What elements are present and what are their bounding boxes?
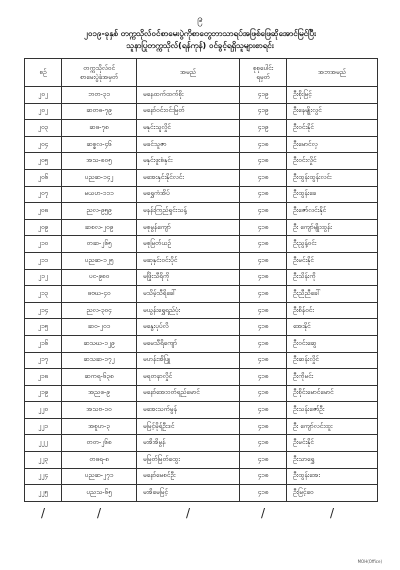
table-row bbox=[25, 236, 378, 253]
cell-no: ၂၂၃ bbox=[25, 452, 62, 469]
cell-score: ၄၁၈ bbox=[240, 468, 287, 485]
page-number: ၉ bbox=[197, 14, 203, 25]
cell-no: ၂၂၅ bbox=[25, 485, 62, 502]
cell-father-name: ဦး ကျော်မျိုးထွန်း bbox=[287, 219, 378, 236]
cell-no: ၂၀၂ bbox=[25, 103, 62, 120]
cell-score: ၄၁၈ bbox=[240, 136, 287, 153]
cell-score: ၄၁၈ bbox=[240, 402, 287, 419]
cell-name: မနွေးပုပ်လိ bbox=[137, 319, 240, 336]
cell-father-name: ဦးထွန်းခေ bbox=[287, 186, 378, 203]
cell-roll-number: ဆကရ-၆၃၈ bbox=[62, 369, 137, 386]
cell-roll-number: ဆတဓ-၇၉ bbox=[62, 103, 137, 120]
cell-no: ၂၁၂ bbox=[25, 269, 62, 286]
cell-roll-number: ညလ-၉၅၉ bbox=[62, 203, 137, 220]
cell-roll-number: ပညဆ-၂၇၁ bbox=[62, 468, 137, 485]
cell-no: ၂၀၅ bbox=[25, 153, 62, 170]
table-row bbox=[25, 219, 378, 236]
cell-no: ၂၁၃ bbox=[25, 286, 62, 303]
header-father-name: အဘအမည် bbox=[287, 59, 378, 87]
cell-father-name: ဦးမင်းနိုင် bbox=[287, 252, 378, 269]
cell-name: မအေးနှင်းနိုင်လင်း bbox=[137, 169, 240, 186]
cell-roll-number: ဆစလ-၂၀၉ bbox=[62, 219, 137, 236]
cell-father-name: ဦးညီညီခေါ် bbox=[287, 286, 378, 303]
table-row bbox=[25, 136, 378, 153]
cell-no: ၂၀၇ bbox=[25, 186, 62, 203]
cell-score: ၄၁၈ bbox=[240, 485, 287, 502]
cell-no: ၂၁၇ bbox=[25, 352, 62, 369]
table-row bbox=[25, 335, 378, 352]
table-row bbox=[25, 452, 378, 469]
cell-father-name: ဦးထွန်းထွန်းလင်း bbox=[287, 169, 378, 186]
cell-name: မနေထက်ထက်စိုး bbox=[137, 87, 240, 104]
cell-roll-number: ဆဖ-၇၈ bbox=[62, 120, 137, 137]
cell-no: ၂၀၈ bbox=[25, 203, 62, 220]
cell-score: ၄၁၈ bbox=[240, 236, 287, 253]
cell-roll-number: ဆဝ-၂၀၁ bbox=[62, 319, 137, 336]
cell-score: ၄၁၈ bbox=[240, 369, 287, 386]
cell-father-name: ဦးသိန်းကို bbox=[287, 269, 378, 286]
signature-mark: / bbox=[40, 505, 46, 520]
cell-score: ၄၁၈ bbox=[240, 302, 287, 319]
cell-father-name: ဦးဇော်လင်းနိုင် bbox=[287, 203, 378, 220]
cell-no: ၂၀၃ bbox=[25, 120, 62, 137]
cell-no: ၂၀၉ bbox=[25, 219, 62, 236]
cell-no: ၂၀၄ bbox=[25, 136, 62, 153]
signature-mark: / bbox=[329, 505, 335, 520]
header-score: စုစုပေါင်း ရမှတ် bbox=[240, 59, 287, 87]
cell-name: မသိမ့်သီရိခေါ် bbox=[137, 286, 240, 303]
table-row bbox=[25, 169, 378, 186]
cell-roll-number: ဖဗဃ-၄၀ bbox=[62, 286, 137, 303]
cell-score: ၄၁၈ bbox=[240, 252, 287, 269]
cell-score: ၄၁၈ bbox=[240, 352, 287, 369]
cell-roll-number: ပညဆ-၁၄၂ bbox=[62, 169, 137, 186]
table-row bbox=[25, 203, 378, 220]
cell-father-name: ဦး ကျော်လင်းထူး bbox=[287, 418, 378, 435]
table-row bbox=[25, 269, 378, 286]
table-header-row bbox=[25, 59, 378, 87]
cell-roll-number: တတ-၂၆၈ bbox=[62, 435, 137, 452]
cell-roll-number: မယဟ-၁၁၁ bbox=[62, 186, 137, 203]
cell-name: မအေးသက်မွန် bbox=[137, 402, 240, 419]
cell-father-name: ဦးညွန့်ဝင်း bbox=[287, 236, 378, 253]
cell-score: ၄၁၉ bbox=[240, 103, 287, 120]
cell-name: မစုမြတ်ယဉ် bbox=[137, 236, 240, 253]
table-row bbox=[25, 418, 378, 435]
signature-mark: / bbox=[260, 505, 266, 520]
table-row bbox=[25, 103, 378, 120]
cell-father-name: ဦးသာရွှေ bbox=[287, 452, 378, 469]
admission-list-table bbox=[24, 58, 378, 524]
table-row bbox=[25, 385, 378, 402]
cell-no: ၂၀၂ bbox=[25, 87, 62, 104]
cell-father-name: ဦးဆန်းလှိုင် bbox=[287, 352, 378, 369]
cell-roll-number: တဖရ-၈ bbox=[62, 452, 137, 469]
cell-name: မနန်းကြည်ရှင်းသန့် bbox=[137, 203, 240, 220]
table-row bbox=[25, 402, 378, 419]
cell-no: ၂၁၈ bbox=[25, 369, 62, 386]
cell-no: ၂၁၀ bbox=[25, 236, 62, 253]
table-row bbox=[25, 286, 378, 303]
cell-score: ၄၁၈ bbox=[240, 153, 287, 170]
cell-no: ၂၁၅ bbox=[25, 319, 62, 336]
cell-father-name: ဦးဝင်းဆွေ bbox=[287, 335, 378, 352]
cell-score: ၄၁၈ bbox=[240, 219, 287, 236]
cell-father-name: ဦးစိန်ဝင်း bbox=[287, 302, 378, 319]
cell-name: မရတနာလှိုင် bbox=[137, 369, 240, 386]
cell-score: ၄၁၉ bbox=[240, 120, 287, 137]
signature-row bbox=[25, 501, 378, 524]
cell-score: ၄၁၈ bbox=[240, 385, 287, 402]
cell-father-name: ဦးသန်းဇော်ဦး bbox=[287, 402, 378, 419]
cell-name: မနှင်းဖူးစံနှင်း bbox=[137, 153, 240, 170]
table-row bbox=[25, 153, 378, 170]
cell-father-name: ဦးမင်းနိုင် bbox=[287, 435, 378, 452]
cell-roll-number: တဆ-၂၆၅ bbox=[62, 236, 137, 253]
cell-name: မဆုနှင်းဝင်းပိုင် bbox=[137, 252, 240, 269]
cell-score: ၄၁၈ bbox=[240, 435, 287, 452]
cell-no: ၂၂၀ bbox=[25, 402, 62, 419]
cell-father-name: ဦးစိုင်းမောင်မောင် bbox=[287, 385, 378, 402]
cell-roll-number: ပင-၉၈၀ bbox=[62, 269, 137, 286]
signature-mark: / bbox=[96, 505, 102, 520]
cell-roll-number: ဆသဃ-၁၂၉ bbox=[62, 335, 137, 352]
cell-no: ၂၂၁ bbox=[25, 418, 62, 435]
cell-roll-number: ဆစ္စလ-၄၆ bbox=[62, 136, 137, 153]
cell-father-name: ဦးမောင်လှ bbox=[287, 136, 378, 153]
cell-name: မနုင်းသူလှိုင် bbox=[137, 120, 240, 137]
cell-father-name: ဦးကိုမင်း bbox=[287, 369, 378, 386]
table-row bbox=[25, 87, 378, 104]
table-row bbox=[25, 352, 378, 369]
cell-score: ၄၁၈ bbox=[240, 203, 287, 220]
cell-roll-number: အသ-၈၀၅ bbox=[62, 153, 137, 170]
cell-name: မရွှေကံအိပ် bbox=[137, 186, 240, 203]
cell-name: မမြတ်မြတ်ထွေး bbox=[137, 452, 240, 469]
cell-score: ၄၁၈ bbox=[240, 452, 287, 469]
cell-name: မမြင့်မိုရ်ဦးဒင် bbox=[137, 418, 240, 435]
cell-score: ၄၁၈ bbox=[240, 186, 287, 203]
cell-no: ၂၁၁ bbox=[25, 252, 62, 269]
signature-mark: / bbox=[185, 505, 191, 520]
cell-roll-number: ပညဆ-၁၂၅ bbox=[62, 252, 137, 269]
cell-no: ၂၂၂ bbox=[25, 435, 62, 452]
cell-name: မခင်သူဇာ bbox=[137, 136, 240, 153]
cell-father-name: ဦးထွန်းအေး bbox=[287, 468, 378, 485]
table-row bbox=[25, 120, 378, 137]
cell-score: ၄၁၉ bbox=[240, 87, 287, 104]
table-row bbox=[25, 319, 378, 336]
cell-name: မအိမေမြင့် bbox=[137, 485, 240, 502]
cell-roll-number: အညဖ-၉ bbox=[62, 385, 137, 402]
cell-score: ၄၁၈ bbox=[240, 169, 287, 186]
cell-roll-number: အစူဟ-၃ bbox=[62, 418, 137, 435]
cell-score: ၄၁၈ bbox=[240, 335, 287, 352]
cell-father-name: ဦးစိုးမြင့် bbox=[287, 87, 378, 104]
cell-father-name: ဦးနေမျိုးလွင် bbox=[287, 103, 378, 120]
heading-line-2: သူနာပြုတက္ကသိုလ်(ရန်ကုန်) ဝင်ခွင့်ရရှိသူများစာရင်း bbox=[126, 41, 274, 50]
cell-name: မနော်မေစင်ဦး bbox=[137, 468, 240, 485]
cell-roll-number: ညလ-၃၀၄ bbox=[62, 302, 137, 319]
cell-roll-number: ဘတ-၃၁ bbox=[62, 87, 137, 104]
footer-note: MOH(Office) bbox=[357, 559, 382, 564]
cell-roll-number: ပညသ-၆၅ bbox=[62, 485, 137, 502]
table-row bbox=[25, 468, 378, 485]
table-row bbox=[25, 369, 378, 386]
table-row bbox=[25, 302, 378, 319]
cell-no: ၂၀၆ bbox=[25, 169, 62, 186]
cell-name: မဟန်းအိပြူ bbox=[137, 352, 240, 369]
cell-name: မမေသီရိကျော် bbox=[137, 335, 240, 352]
cell-name: မအိအိမွန် bbox=[137, 435, 240, 452]
header-name: အမည် bbox=[137, 59, 240, 87]
heading-line-1: ၂၀၁၉-ခုနှစ် တက္ကသိုလ်ဝင်စာမေးပွဲကိုစာတွေဘာသာရပ်အဖြစ်ဖြေဆိုအောင်မြင်ပြီး bbox=[84, 29, 316, 38]
cell-father-name: အေးနိုင် bbox=[287, 319, 378, 336]
table-row bbox=[25, 485, 378, 502]
header-no: စဉ် bbox=[25, 59, 62, 87]
page-heading bbox=[20, 28, 380, 52]
cell-no: ၂၁၉ bbox=[25, 385, 62, 402]
cell-no: ၂၁၄ bbox=[25, 302, 62, 319]
cell-father-name: ဦးဝင်းနိုင် bbox=[287, 120, 378, 137]
table-row bbox=[25, 252, 378, 269]
cell-no: ၂၁၆ bbox=[25, 335, 62, 352]
cell-name: မယွန်းရွှေရည်ပုံး bbox=[137, 302, 240, 319]
cell-score: ၄၁၈ bbox=[240, 418, 287, 435]
cell-score: ၄၁၈ bbox=[240, 269, 287, 286]
cell-score: ၄၁၈ bbox=[240, 319, 287, 336]
cell-score: ၄၁၈ bbox=[240, 286, 287, 303]
cell-father-name: ဦးဝင်းလှိုင် bbox=[287, 153, 378, 170]
cell-roll-number: အသဗ-၁၀ bbox=[62, 402, 137, 419]
cell-roll-number: ဆသဆ-၁၇၂ bbox=[62, 352, 137, 369]
cell-father-name: ဦးမြင့်ဝေ bbox=[287, 485, 378, 502]
cell-no: ၂၂၄ bbox=[25, 468, 62, 485]
table-row bbox=[25, 435, 378, 452]
cell-name: မနော်အေးဝတ်ရည်မောင် bbox=[137, 385, 240, 402]
cell-name: မနော်ဝင်းဝင်းမြတ် bbox=[137, 103, 240, 120]
table-row bbox=[25, 186, 378, 203]
cell-name: မဖြိုးသီရိကို bbox=[137, 269, 240, 286]
cell-name: မစုမွန်ကျော် bbox=[137, 219, 240, 236]
header-roll-number: တက္ကသိုလ်ဝင် စာမေးပွဲခုံအမှတ် bbox=[62, 59, 137, 87]
